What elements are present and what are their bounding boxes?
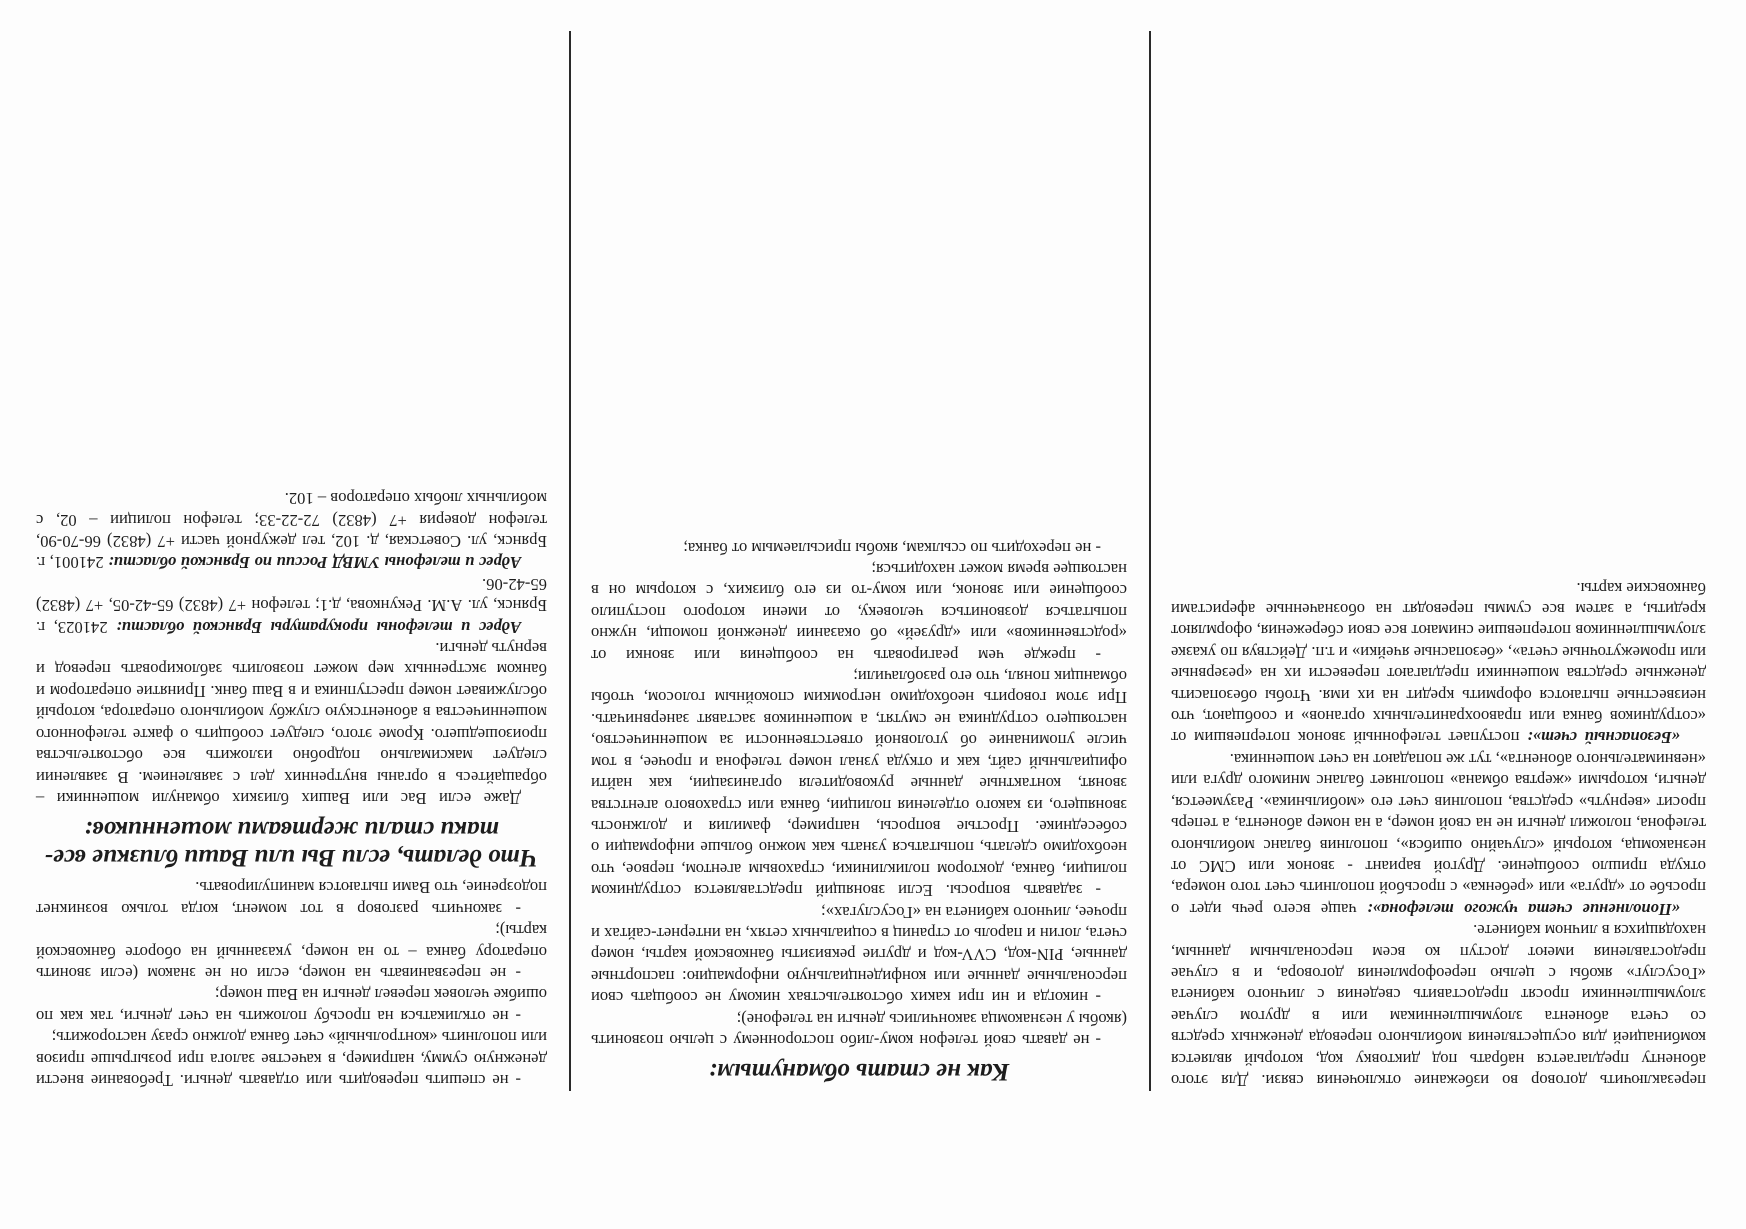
advice-personal-data: - никогда и ни при каких обстоятельствах никому не сообщать свои персональные данные или конфиденциальную информацию: паспортные данные, PIN-код, CVV-код и другие реквизиты банковской карты, номер счета, логин и пароль от страниц в социальных сетях, на интернет-сайтах и прочее, личного кабинета на «Госуслугах»; xyxy=(591,902,1127,1008)
advice-no-links: - не переходить по ссылкам, якобы присылаемым от банка; xyxy=(683,538,1101,558)
paragraph-prosecutor-address xyxy=(36,573,547,637)
text-police-address: 241001, г. Брянск, ул. Советская, д. 102, тел дежурной части +7 (4832) 66-70-90, телефон доверия +7 (4832) 72-22-33; телефон полиции – 02, с мобильных любых операторов – 102. xyxy=(36,489,547,573)
leaflet-columns xyxy=(28,31,1718,1091)
heading-foreign-phone-topup: «Пополнение счета чужого телефона»: xyxy=(1367,899,1680,919)
heading-police-address: Адрес и телефоны УМВД России по Брянской области: xyxy=(108,553,521,573)
heading-prosecutor-address: Адрес и телефоны прокуратуры Брянской области: xyxy=(116,617,521,637)
advice-no-callback: - не перезванивать на номер, если он не знаком (если звонить оператору банка – то на номер, указанный на обороте банковской карты); xyxy=(36,921,547,983)
advice-phone-lending: - не давать свой телефон кому-либо постороннему с целью позвонить (якобы у незнакомца закончились деньги на телефоне); xyxy=(591,1009,1127,1050)
paragraph-police-address xyxy=(36,488,547,574)
text-prosecutor-address: 241023, г. Брянск, ул. А.М. Рекункова, д.1; телефон +7 (4832) 65-42-05, +7 (4832) 65-42-06. xyxy=(36,574,547,637)
paragraph-safe-account xyxy=(1171,577,1706,748)
heading-safe-account: «Безопасный счет»: xyxy=(1527,728,1680,748)
advice-verify-relatives: - прежде чем реагировать на сообщения или звонки от «родственников» или «друзей» об оказании денежной помощи, нужно попытаться дозвониться человеку, от имени которого поступило сообщение или звонок, или кому-то из его близких, с которым он в настоящее время может находиться; xyxy=(591,560,1127,665)
paragraph-report-fraud: Даже если Вас или Ваших близких обманули мошенники – обращайтесь в органы внутренних дел с заявлением. В заявлении следует максимально подробно изложить все обстоятельства произошедшего. Кроме этого, следует сообщить о факте телефонного мошенничества в абонентскую службу мобильного оператора, который обслуживает номер преступника и в Ваш банк. Принятие оператором и банком экстренных мер может позволить заблокировать перевод и вернуть деньги. xyxy=(36,639,547,808)
column-fraud-schemes xyxy=(1151,31,1718,1091)
paragraph-contract-renewal: перезаключить договор во избежание отключения связи. Для этого абоненту предлагается набрать под диктовку код, который является комбинацией для осуществления мобильного перевода денежных средств со счета абонента злоумышленникам или в другом случае злоумышленники просят предоставить сведения с личного кабинета «Госуслуг» якобы с целью переоформления договора, и в случае предоставления имеют доступ ко всем персональным данным, находящихся в личном кабинете. xyxy=(1171,921,1706,1090)
column-how-not-to-be-deceived xyxy=(569,31,1151,1091)
column-what-to-do xyxy=(28,31,569,1091)
paragraph-foreign-phone-topup xyxy=(1171,749,1706,920)
advice-ask-questions: - задавать вопросы. Если звонящий представляется сотрудником полиции, банка, доктором поликлиники, страховым агентом, первое, что необходимо сделать, попытаться узнать как можно больше информации о собеседнике. Простые вопросы, например, фамилия и должность звонящего, из какого отделения полиции, банка или страхового агентства звонят, контактные данные руководителя организации, как найти официальный сайт, как и откуда узнал номер телефона и прочее, в том числе упоминание об уголовной ответственности за мошенничество, настоящего сотрудника не смутят, а мошенников заставят занервничать. При этом говорить необходимо негромким спокойным голосом, чтобы обманщик понял, что его разоблачили; xyxy=(591,667,1127,901)
section-title-what-to-do: Что делать, если Вы или Ваши близкие все-таки стали жертвами мошенников: xyxy=(44,815,539,871)
section-title-how-not-to-be-deceived: Как не стать обманутым: xyxy=(708,1058,1010,1085)
advice-no-rush: - не спешить переводить или отдавать деньги. Требование внести денежную сумму, например, в качестве залога при розыгрыше призов или пополнить «контрольный» счет банка должно сразу насторожить; xyxy=(36,1028,547,1090)
text-foreign-phone-topup: чаще всего речь идет о просьбе от «друга» или «ребенка» с просьбой пополнить счет того номера, откуда пришло сообщение. Другой вариант - звонок или СМС от незнакомца, который «случайно ошибся», пополнив баланс мобильного телефона, положил деньги не на свой номер, а на номер абонента, а теперь просит «вернуть» средства, пополнив счет его «мобильника». Разумеется, деньги, которыми «жертва обмана» пополняет баланс мнимого друга или «невнимательного абонента», тут же попадают на счет мошенника. xyxy=(1170,749,1706,919)
advice-no-refund: - не откликаться на просьбу положить на счет деньги, так как по ошибке человек перевел деньги на Ваш номер; xyxy=(36,985,547,1026)
text-safe-account: поступает телефонный звонок потерпевшим от «сотрудников банка или правоохранительных органов» и сообщают, что неизвестные пытаются оформить кредит на их имя. Чтобы обезопасить денежные средства мошенники предлагают перевести их на «резервные или промежуточные счета», «безопасные ячейки» и т.п. Действуя по указке злоумышленников потерпевшие снимают все свои сбережения, оформляют кредиты, а затем все суммы переводят на обозначенные аферистами банковские карты. xyxy=(1171,578,1706,748)
advice-end-call: - закончить разговор в тот момент, когда только возникнет подозрение, что Вами пытаются манипулировать. xyxy=(36,878,547,919)
